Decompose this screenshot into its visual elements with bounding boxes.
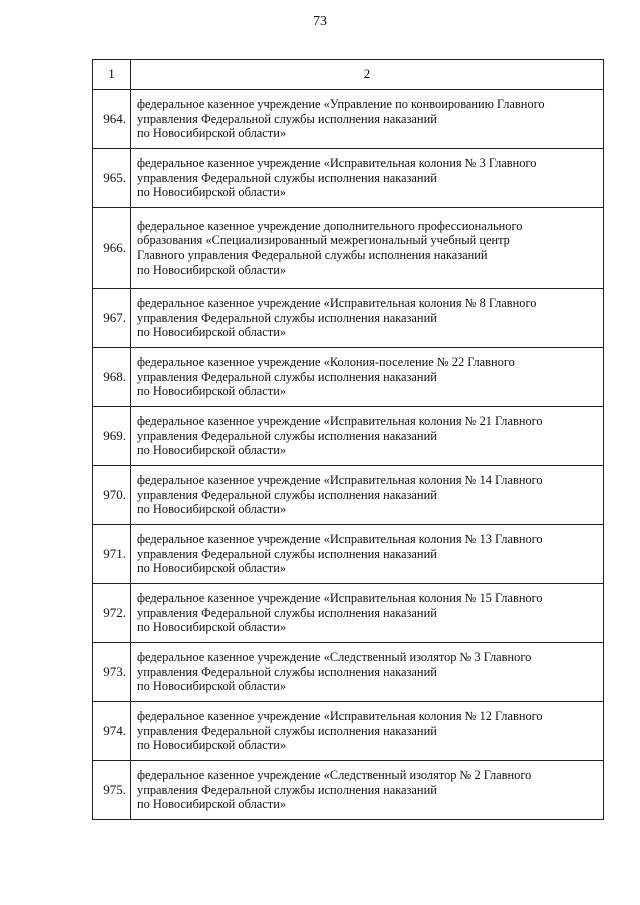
name-line: управления Федеральной службы исполнения наказаний [137,487,437,502]
row-number: 970. [93,466,131,525]
name-line: федеральное казенное учреждение «Исправительная колония № 8 Главного [137,296,537,311]
institution-name-cell [131,643,604,702]
name-line: управления Федеральной службы исполнения наказаний [137,310,437,325]
name-line: управления Федеральной службы исполнения наказаний [137,664,437,679]
name-line: по Новосибирской области» [137,679,287,694]
name-line: федеральное казенное учреждение дополнительного профессионального [137,218,523,233]
table-row [93,90,604,149]
name-line: федеральное казенное учреждение «Колония-поселение № 22 Главного [137,355,515,370]
name-line: по Новосибирской области» [137,561,287,576]
name-line: управления Федеральной службы исполнения наказаний [137,546,437,561]
name-line: по Новосибирской области» [137,738,287,753]
table-row [93,702,604,761]
table-row [93,348,604,407]
name-line: управления Федеральной службы исполнения наказаний [137,605,437,620]
institution-name-cell [131,208,604,289]
institution-name-cell [131,584,604,643]
institution-name-cell [131,466,604,525]
name-line: управления Федеральной службы исполнения наказаний [137,723,437,738]
name-line: федеральное казенное учреждение «Исправительная колония № 13 Главного [137,532,543,547]
name-line: по Новосибирской области» [137,262,287,277]
name-line: по Новосибирской области» [137,185,287,200]
name-line: образования «Специализированный межрегиональный учебный центр [137,233,510,248]
name-line: федеральное казенное учреждение «Следственный изолятор № 2 Главного [137,768,532,783]
institution-name-cell [131,348,604,407]
institution-name-cell [131,90,604,149]
table-row [93,761,604,820]
row-number: 968. [93,348,131,407]
table-header-row [93,60,604,90]
institution-name-cell [131,289,604,348]
institution-name-cell [131,407,604,466]
table-row [93,584,604,643]
page-number: 73 [313,14,327,29]
table-row [93,289,604,348]
name-line: федеральное казенное учреждение «Исправительная колония № 14 Главного [137,473,543,488]
institution-name-cell [131,149,604,208]
institution-name-cell [131,702,604,761]
column-header-name: 2 [131,60,604,90]
name-line: по Новосибирской области» [137,797,287,812]
name-line: по Новосибирской области» [137,126,287,141]
name-line: управления Федеральной службы исполнения наказаний [137,782,437,797]
table-row [93,407,604,466]
row-number: 969. [93,407,131,466]
name-line: федеральное казенное учреждение «Исправительная колония № 15 Главного [137,591,543,606]
row-number: 975. [93,761,131,820]
table-row [93,643,604,702]
name-line: по Новосибирской области» [137,325,287,340]
name-line: управления Федеральной службы исполнения наказаний [137,111,437,126]
name-line: федеральное казенное учреждение «Исправительная колония № 3 Главного [137,156,537,171]
table-row [93,525,604,584]
row-number: 966. [93,208,131,289]
institution-name-cell [131,525,604,584]
name-line: федеральное казенное учреждение «Исправительная колония № 21 Главного [137,414,543,429]
name-line: федеральное казенное учреждение «Управление по конвоированию Главного [137,97,545,112]
name-line: Главного управления Федеральной службы исполнения наказаний [137,248,488,262]
table-row [93,149,604,208]
table-row [93,466,604,525]
row-number: 973. [93,643,131,702]
row-number: 971. [93,525,131,584]
institution-name-cell [131,761,604,820]
name-line: по Новосибирской области» [137,620,287,635]
name-line: федеральное казенное учреждение «Следственный изолятор № 3 Главного [137,650,532,665]
name-line: по Новосибирской области» [137,502,287,517]
institutions-table [92,59,604,820]
table-row [93,208,604,289]
row-number: 965. [93,149,131,208]
row-number: 967. [93,289,131,348]
row-number: 974. [93,702,131,761]
row-number: 972. [93,584,131,643]
name-line: управления Федеральной службы исполнения наказаний [137,428,437,443]
name-line: управления Федеральной службы исполнения наказаний [137,170,437,185]
name-line: управления Федеральной службы исполнения наказаний [137,369,437,384]
column-header-number: 1 [93,60,131,90]
name-line: по Новосибирской области» [137,443,287,458]
name-line: по Новосибирской области» [137,384,287,399]
row-number: 964. [93,90,131,149]
name-line: федеральное казенное учреждение «Исправительная колония № 12 Главного [137,709,543,724]
